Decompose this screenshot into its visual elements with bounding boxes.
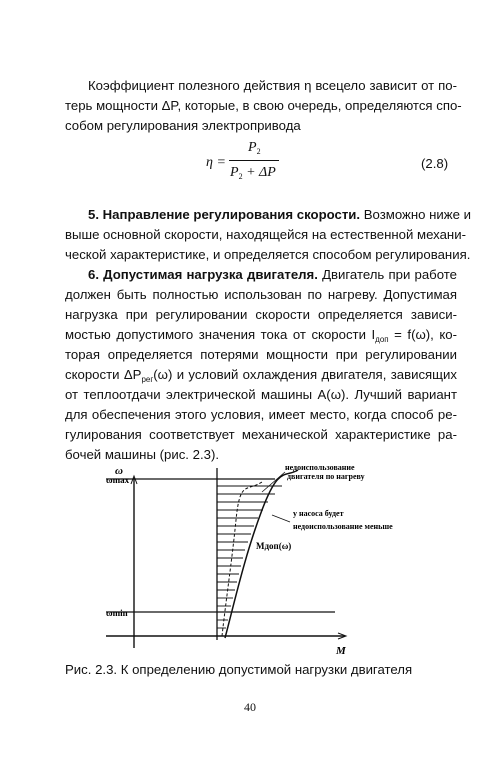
- hatching: [217, 486, 282, 628]
- section5-line3: ческой характеристике, и определяется способом регулирования.: [65, 247, 471, 262]
- section6-heading: 6. Допустимая нагрузка двигателя.: [88, 267, 318, 282]
- formula-denominator-sub: 2: [238, 172, 243, 181]
- curve-label: Mдоп(ω): [256, 541, 292, 551]
- paragraph1-line3: собом регулирования электропривода: [65, 118, 301, 133]
- formula-lhs: η =: [206, 155, 226, 170]
- annotation1-leader: [262, 472, 285, 492]
- omega-max-label: ωmax: [106, 475, 130, 485]
- paragraph1-line2: терь мощности ΔP, которые, в свою очередь, определяются спо-: [65, 98, 462, 113]
- formula-numerator-sub: 2: [256, 147, 261, 156]
- section6-line8: для обеспечения этого условия, имеет место, когда способ ре-: [65, 407, 457, 422]
- annotation1-line2: двигателя по нагреву: [287, 472, 365, 481]
- formula-numerator-symbol: P: [248, 140, 257, 155]
- section5-heading: 5. Направление регулирования скорости.: [88, 207, 361, 222]
- section6-line3: нагрузка при регулировании скорости определяется зависи-: [65, 307, 457, 322]
- figure-caption: Рис. 2.3. К определению допустимой нагрузки двигателя: [65, 662, 413, 677]
- paragraph1-line1: Коэффициент полезного действия η всецело зависит от по-: [88, 78, 457, 93]
- section6-line6-part2: (ω) и условий охлаждения двигателя, зависящих: [153, 367, 457, 382]
- section6-line4-sub: доп: [375, 335, 389, 344]
- section6-line4-part2: = f(ω), ко-: [388, 327, 457, 342]
- omega-min-label: ωmin: [106, 608, 128, 618]
- x-axis-label: M: [336, 645, 346, 657]
- section6-line2: должен быть полностью использован по нагреву. Допустимая: [65, 287, 457, 302]
- allowable-torque-curve: [225, 470, 298, 638]
- page-number: 40: [244, 700, 256, 714]
- annotation2-line2: недоиспользование меньше: [293, 522, 393, 531]
- section6-line1-rest: Двигатель при работе: [322, 267, 457, 282]
- pump-characteristic-curve: [222, 482, 262, 636]
- section6-line7: от теплоотдачи электрической машины A(ω). Лучший вариант: [65, 387, 457, 402]
- equation-number: (2.8): [421, 156, 449, 171]
- section6-line6-part1: скорости ΔP: [65, 367, 142, 382]
- section5-line1-rest: Возможно ниже и: [363, 207, 471, 222]
- annotation2-leader: [272, 515, 290, 522]
- section6-line6-sub: рег: [141, 375, 154, 384]
- section6-line5: торая определяется потерями мощности при регулировании: [65, 347, 457, 362]
- y-axis-label: ω: [115, 465, 123, 477]
- section5-line2: выше основной скорости, находящейся на естественной механи-: [65, 227, 466, 242]
- section6-line9: гулирования соответствует механической характеристике ра-: [65, 427, 457, 442]
- annotation1-line1: недоиспользование: [285, 463, 355, 472]
- section6-line10: бочей машины (рис. 2.3).: [65, 447, 220, 462]
- formula-denominator-symbol: P: [230, 165, 239, 180]
- formula-denominator-rest: + ΔP: [246, 165, 276, 180]
- section6-line4-part1: мостью допустимого значения тока от скорости I: [65, 327, 376, 342]
- annotation2-line1: у насоса будет: [293, 509, 344, 518]
